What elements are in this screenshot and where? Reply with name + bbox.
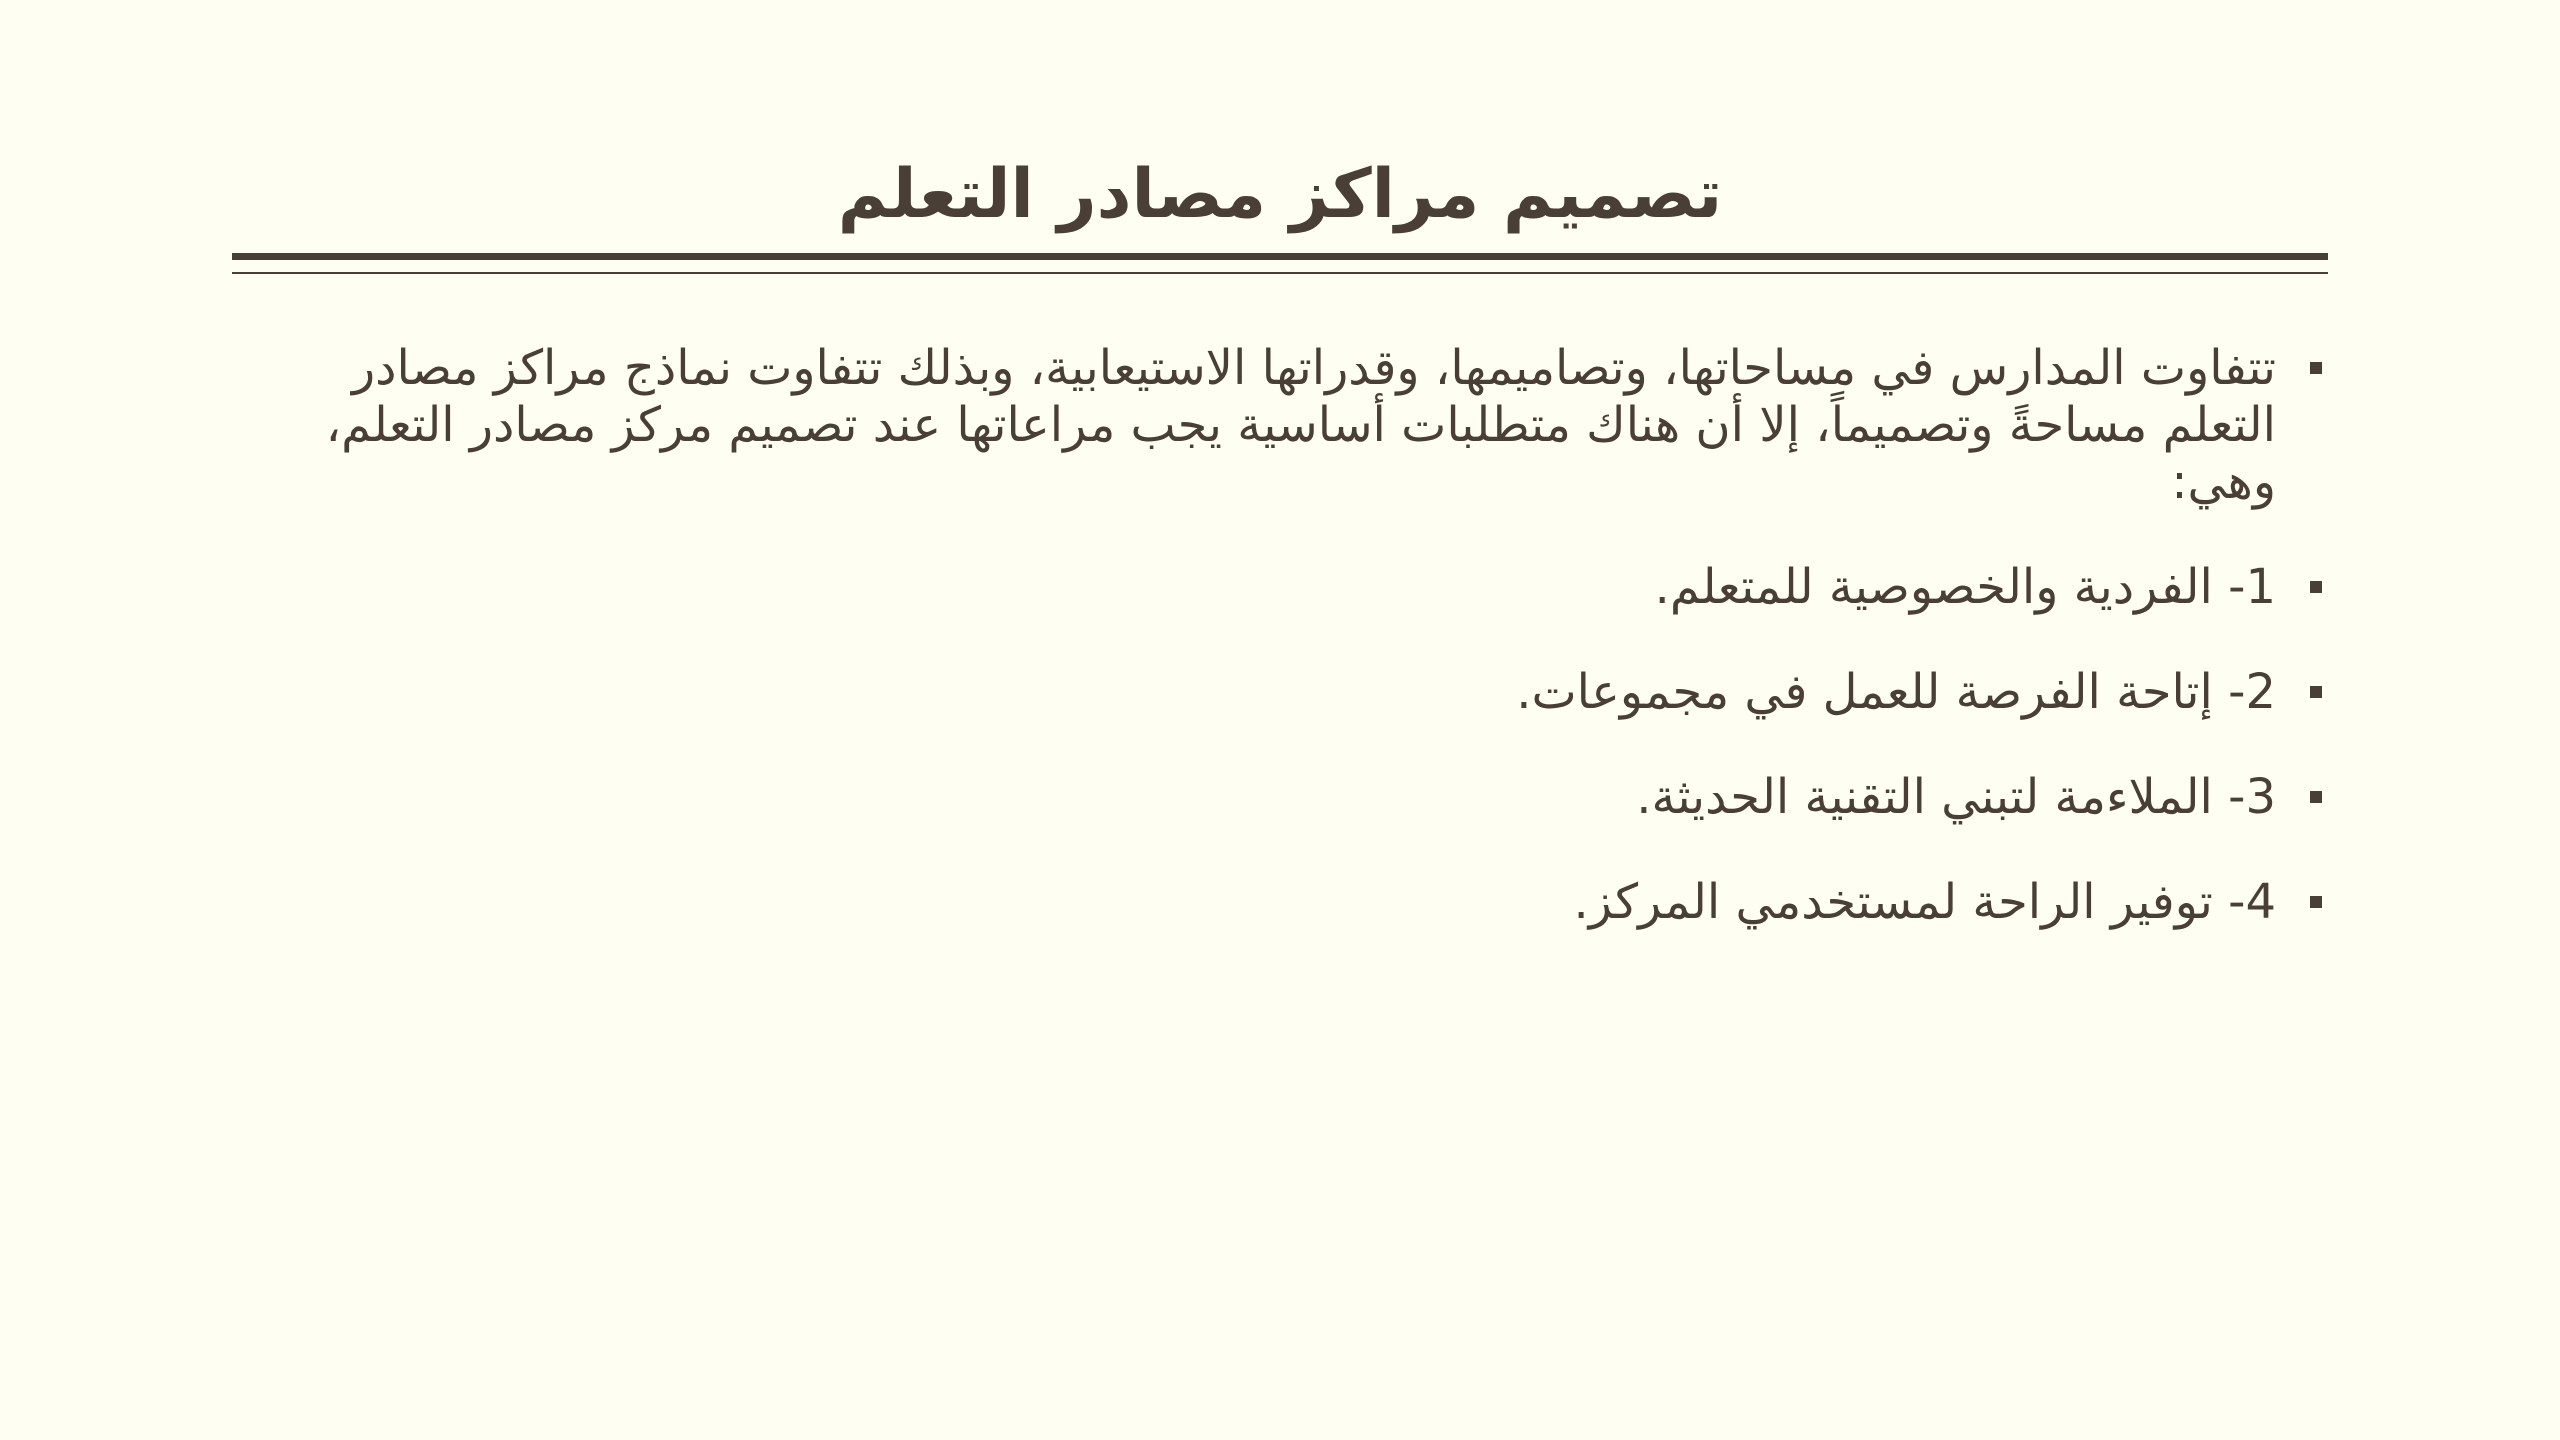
list-item: [280, 664, 2276, 721]
list-item: [280, 559, 2276, 616]
list-item-text: 1- الفردية والخصوصية للمتعلم.: [1654, 559, 2276, 615]
list-item: [280, 874, 2276, 931]
slide-title: تصميم مراكز مصادر التعلم: [837, 155, 1723, 234]
list-item: [280, 340, 2276, 511]
list-item-text: 2- إتاحة الفرصة للعمل في مجموعات.: [1516, 664, 2276, 720]
square-bullet-icon: [2310, 686, 2322, 698]
bullet-list: [280, 340, 2276, 979]
square-bullet-icon: [2310, 362, 2322, 374]
title-divider-thin: [232, 272, 2328, 274]
list-item-text: تتفاوت المدارس في مساحاتها، وتصاميمها، وقدراتها الاستيعابية، وبذلك تتفاوت نماذج مراكز مصادر التعلم مساحةً وتصميماً، إلا أن هناك متطلبات أساسية يجب مراعاتها عند تصميم مركز مصادر التعلم، وهي:: [325, 340, 2276, 510]
title-divider-thick: [232, 253, 2328, 260]
list-item-text: 4- توفير الراحة لمستخدمي المركز.: [1573, 874, 2276, 930]
list-item-text: 3- الملاءمة لتبني التقنية الحديثة.: [1636, 769, 2276, 825]
square-bullet-icon: [2310, 581, 2322, 593]
list-item: [280, 769, 2276, 826]
square-bullet-icon: [2310, 896, 2322, 908]
square-bullet-icon: [2310, 791, 2322, 803]
